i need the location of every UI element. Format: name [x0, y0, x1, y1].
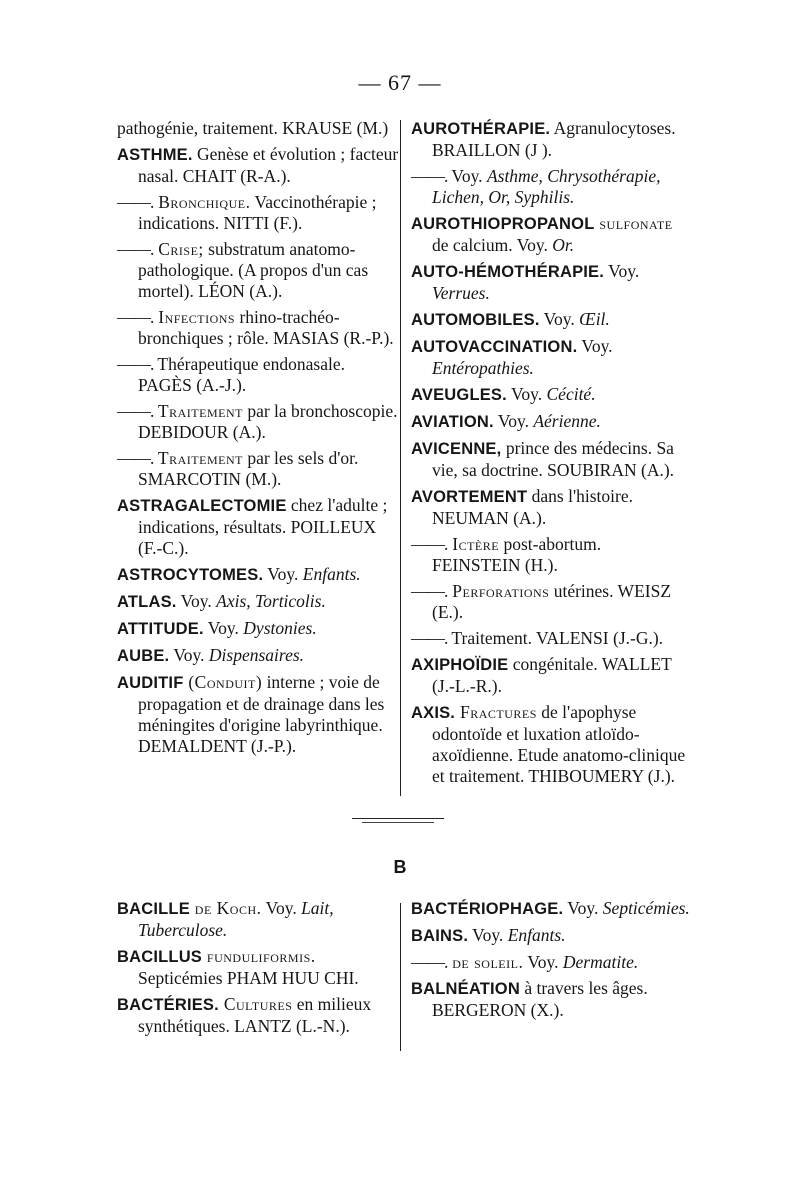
section-separator-thin — [362, 822, 434, 823]
entry-text: Voy. — [261, 898, 302, 918]
entry-text: congénitale. WALLET (J.-L.-R.). — [432, 654, 672, 696]
entry-text: par la bronchoscopie. DEBIDOUR (A.). — [138, 401, 398, 442]
entry-subheading: Infections — [153, 307, 236, 327]
index-entry — [117, 946, 399, 989]
entry-subheading: funduliformis. — [202, 946, 316, 966]
column-a-left — [117, 118, 399, 762]
section-letter: B — [393, 857, 407, 877]
entry-reference: Cécité. — [546, 384, 596, 404]
index-entry — [411, 898, 693, 920]
column-divider-b — [400, 903, 401, 1051]
entry-text: Traitement. VALENSI (J.-G.). — [447, 628, 664, 648]
column-a-right — [411, 118, 693, 792]
entry-text: post-abortum. FEINSTEIN (H.). — [432, 534, 602, 575]
entry-reference: Aérienne. — [533, 411, 601, 431]
entry-headword: ——. — [117, 401, 154, 421]
entry-subheading: Bronchique. — [153, 192, 251, 212]
index-entry — [117, 448, 399, 490]
index-entry — [411, 702, 693, 787]
entry-text: chez l'adulte ; indications, résultats. POILLEUX (F.-C.). — [138, 495, 388, 558]
entry-headword: ATLAS. — [117, 593, 177, 611]
entry-headword: ——. — [117, 307, 154, 327]
entry-text: de l'apophyse odontoïde et luxation atloïdo-axoïdienne. Etude anatomo-clinique et traitement. THIBOUMERY (J.). — [432, 702, 686, 786]
entry-headword: AUTOVACCINATION. — [411, 338, 578, 356]
entry-text: Genèse et évolution ; facteur nasal. CHAIT (R-A.). — [138, 144, 399, 186]
entry-headword: ——. — [411, 534, 448, 554]
entry-headword: BACTÉRIES. — [117, 996, 219, 1014]
entry-text: Septicémies PHAM HUU CHI. — [138, 968, 359, 988]
entry-text: par les sels d'or. SMARCOTIN (M.). — [138, 448, 359, 489]
entry-text: pathogénie, traitement. KRAUSE (M.) — [117, 118, 389, 138]
column-b-right — [411, 898, 693, 1026]
entry-reference: Entéropathies. — [432, 358, 534, 378]
index-entry — [411, 534, 693, 576]
entry-headword: AXIPHOÏDIE — [411, 656, 509, 674]
index-entry — [117, 239, 399, 302]
entry-text: Voy. — [169, 645, 209, 665]
entry-reference: Asthme, Chrysothérapie, Lichen, Or, Syphilis. — [432, 166, 661, 207]
column-b-left — [117, 898, 399, 1042]
entry-reference: Enfants. — [302, 564, 361, 584]
entry-text: en milieux synthétiques. LANTZ (L.-N.). — [138, 994, 372, 1036]
index-entry — [117, 192, 399, 234]
index-entry — [411, 384, 693, 406]
entry-reference: Œil. — [579, 309, 610, 329]
entry-reference: Or. — [552, 235, 575, 255]
entry-subheading: (Conduit) — [183, 672, 263, 692]
entry-subheading: de Koch. — [189, 898, 262, 918]
index-entry — [411, 486, 693, 529]
entry-subheading: Ictère — [447, 534, 500, 554]
entry-headword: BAINS. — [411, 927, 469, 945]
index-entry — [117, 144, 399, 187]
entry-headword: AUDITIF — [117, 674, 184, 692]
index-entry — [117, 618, 399, 640]
entry-reference: Dermatite. — [562, 952, 639, 972]
entry-headword: ATTITUDE. — [117, 620, 204, 638]
entry-headword: ——. — [117, 448, 154, 468]
index-entry — [411, 261, 693, 304]
column-divider-a — [400, 120, 401, 796]
entry-headword: BALNÉATION — [411, 980, 520, 998]
entry-headword: ASTRAGALECTOMIE — [117, 497, 287, 515]
index-entry — [117, 994, 399, 1037]
entry-headword: ——. — [411, 952, 448, 972]
index-entry — [411, 118, 693, 161]
entry-text: Voy. — [203, 618, 244, 638]
entry-text: Voy. — [523, 952, 563, 972]
entry-reference: Axis, Torticolis. — [216, 591, 326, 611]
index-entry — [411, 166, 693, 208]
entry-reference: Dystonies. — [243, 618, 317, 638]
entry-headword: ASTHME. — [117, 146, 193, 164]
entry-text: Voy. — [577, 336, 613, 356]
entry-headword: AUBE. — [117, 647, 170, 665]
entry-text: Thérapeutique endonasale. PAGÈS (A.-J.). — [138, 354, 345, 395]
entry-headword: ——. — [117, 354, 154, 374]
entry-headword: ——. — [411, 581, 448, 601]
index-entry — [411, 336, 693, 379]
entry-reference: Dispensaires. — [208, 645, 305, 665]
page-number: — 67 — — [358, 70, 442, 95]
entry-text: Voy. — [604, 261, 640, 281]
entry-reference: Septicémies. — [602, 898, 690, 918]
entry-headword: AUROTHÉRAPIE. — [411, 120, 551, 138]
entry-subheading: de soleil. — [447, 952, 524, 972]
index-entry — [411, 952, 693, 973]
entry-text: Voy. — [506, 384, 547, 404]
index-entry — [117, 591, 399, 613]
entry-text: de calcium. Voy. — [432, 235, 553, 255]
entry-headword: AUTO-HÉMOTHÉRAPIE. — [411, 263, 605, 281]
entry-text: à travers les âges. BERGERON (X.). — [432, 978, 648, 1020]
index-entry — [117, 401, 399, 443]
entry-headword: AVIATION. — [411, 413, 494, 431]
section-separator — [352, 818, 444, 819]
entry-headword: AUTOMOBILES. — [411, 311, 540, 329]
entry-headword: AXIS. — [411, 704, 456, 722]
index-entry — [117, 898, 399, 941]
index-entry — [411, 628, 693, 649]
entry-text: utérines. WEISZ (E.). — [432, 581, 672, 622]
entry-headword: BACTÉRIOPHAGE. — [411, 900, 564, 918]
entry-subheading: sulfonate — [594, 213, 673, 233]
entry-headword: AVICENNE, — [411, 440, 502, 458]
entry-headword: ASTROCYTOMES. — [117, 566, 264, 584]
entry-text: Agranulocytoses. BRAILLON (J ). — [432, 118, 676, 160]
entry-headword: ——. — [411, 166, 448, 186]
entry-text: Voy. — [447, 166, 487, 186]
index-entry — [411, 581, 693, 623]
entry-text: dans l'histoire. NEUMAN (A.). — [432, 486, 633, 528]
entry-text: interne ; voie de propagation et de drainage dans les méningites d'origine labyrinthique. DEMALDENT (J.-P.). — [138, 672, 385, 756]
entry-text: substratum anatomo-pathologique. (A propos d'un cas mortel). LÉON (A.). — [138, 239, 369, 301]
index-entry — [411, 213, 693, 256]
entry-headword: AUROTHIOPROPANOL — [411, 215, 595, 233]
entry-headword: BACILLUS — [117, 948, 203, 966]
entry-text: Voy. — [176, 591, 217, 611]
entry-reference: Lait, Tuberculose. — [138, 898, 334, 940]
entry-text: prince des médecins. Sa vie, sa doctrine. SOUBIRAN (A.). — [432, 438, 675, 480]
index-entry — [117, 354, 399, 396]
entry-reference: Enfants. — [507, 925, 566, 945]
entry-headword: BACILLE — [117, 900, 190, 918]
entry-text: Voy. — [263, 564, 303, 584]
index-entry — [117, 495, 399, 559]
entry-text: Voy. — [468, 925, 508, 945]
entry-subheading: Perforations — [447, 581, 550, 601]
index-entry — [117, 672, 399, 757]
entry-text: Voy. — [493, 411, 534, 431]
index-entry — [411, 411, 693, 433]
index-entry — [411, 654, 693, 697]
entry-text: Vaccinothérapie ; indications. NITTI (F.). — [138, 192, 377, 233]
index-entry — [411, 978, 693, 1021]
entry-subheading: Traitement — [153, 401, 243, 421]
index-entry — [411, 925, 693, 947]
index-entry — [117, 564, 399, 586]
entry-text: Voy. — [563, 898, 603, 918]
entry-headword: AVORTEMENT — [411, 488, 528, 506]
entry-headword: ——. — [117, 192, 154, 212]
entry-reference: Verrues. — [432, 283, 490, 303]
index-entry — [117, 118, 399, 139]
entry-headword: ——. — [117, 239, 154, 259]
entry-subheading: Fractures — [455, 702, 537, 722]
index-entry — [117, 307, 399, 349]
entry-subheading: Crise; — [153, 239, 204, 259]
index-entry — [411, 309, 693, 331]
entry-text: Voy. — [539, 309, 580, 329]
entry-headword: ——. — [411, 628, 448, 648]
index-entry — [117, 645, 399, 667]
entry-headword: AVEUGLES. — [411, 386, 507, 404]
index-entry — [411, 438, 693, 481]
entry-subheading: Traitement — [153, 448, 243, 468]
entry-subheading: Cultures — [218, 994, 293, 1014]
entry-text: rhino-trachéo-bronchiques ; rôle. MASIAS (R.-P.). — [138, 307, 394, 348]
